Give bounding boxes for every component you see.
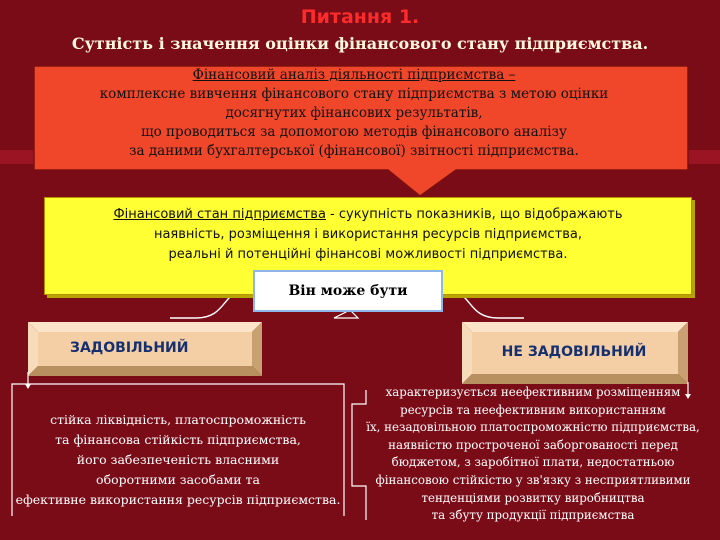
definition-text bbox=[48, 205, 688, 265]
slide-title: Питання 1. bbox=[300, 6, 420, 28]
callout-line-2: досягнутих фінансових результатів, bbox=[225, 105, 483, 121]
satisfactory-line-3: його забезпеченість власними bbox=[76, 452, 280, 467]
unsatisfactory-line-3: їх, незадовільною платоспроможністю підприємства, bbox=[366, 420, 700, 435]
callout-line-4: за даними бухгалтерської (фінансової) звітності підприємства. bbox=[129, 143, 579, 159]
callout-text bbox=[40, 66, 668, 161]
bevel-right-top bbox=[462, 322, 688, 332]
unsatisfactory-line-7: тенденціями розвитку виробництва bbox=[421, 490, 645, 505]
satisfactory-label: ЗАДОВІЛЬНИЙ bbox=[70, 340, 189, 356]
bevel-right-right bbox=[678, 322, 688, 384]
bevel-right-left bbox=[462, 322, 472, 384]
unsatisfactory-line-1: характеризується неефективним розміщенням bbox=[385, 385, 681, 399]
definition-term: Фінансовий стан підприємства bbox=[113, 207, 326, 222]
can-be-caption: Він може бути bbox=[253, 270, 443, 312]
callout-line-1: комплексне вивчення фінансового стану підприємства з метою оцінки bbox=[99, 86, 609, 102]
satisfactory-line-2: та фінансова стійкість підприємства, bbox=[55, 432, 301, 447]
unsatisfactory-label: НЕ ЗАДОВІЛЬНИЙ bbox=[501, 344, 647, 360]
callout-line-3: що проводиться за допомогою методів фінансового аналізу bbox=[141, 124, 567, 140]
definition-line-3: реальні й потенційні фінансові можливості підприємства. bbox=[168, 247, 568, 262]
bevel-left-bottom bbox=[28, 366, 262, 376]
definition-line-1: - сукупність показників, що відображають bbox=[325, 207, 623, 222]
unsatisfactory-description bbox=[352, 384, 714, 525]
unsatisfactory-line-4: наявністю простроченої заборгованості перед bbox=[388, 437, 678, 452]
definition-line-2: наявність, розміщення і використання ресурсів підприємства, bbox=[153, 227, 583, 242]
unsatisfactory-line-5: бюджетом, з заробітної плати, недостатньою bbox=[391, 455, 675, 470]
satisfactory-line-5: ефективне використання ресурсів підприємства. bbox=[15, 492, 341, 507]
satisfactory-description bbox=[8, 410, 348, 510]
unsatisfactory-line-2: ресурсів та неефективним використанням bbox=[400, 402, 666, 417]
bevel-right-bottom bbox=[462, 374, 688, 384]
slide-subtitle: Сутність і значення оцінки фінансового стану підприємства. bbox=[71, 34, 649, 53]
satisfactory-line-4: оборотними засобами та bbox=[96, 472, 260, 487]
unsatisfactory-line-6: фінансовою стійкістю у зв'язку з несприятливими bbox=[375, 472, 691, 487]
bevel-left-top bbox=[28, 322, 262, 332]
left-arrow-head bbox=[25, 384, 31, 389]
callout-lead: Фінансовий аналіз діяльності підприємства – bbox=[192, 67, 516, 83]
unsatisfactory-line-8: та збуту продукції підприємства bbox=[431, 508, 635, 523]
satisfactory-line-1: стійка ліквідність, платоспроможність bbox=[50, 412, 306, 427]
